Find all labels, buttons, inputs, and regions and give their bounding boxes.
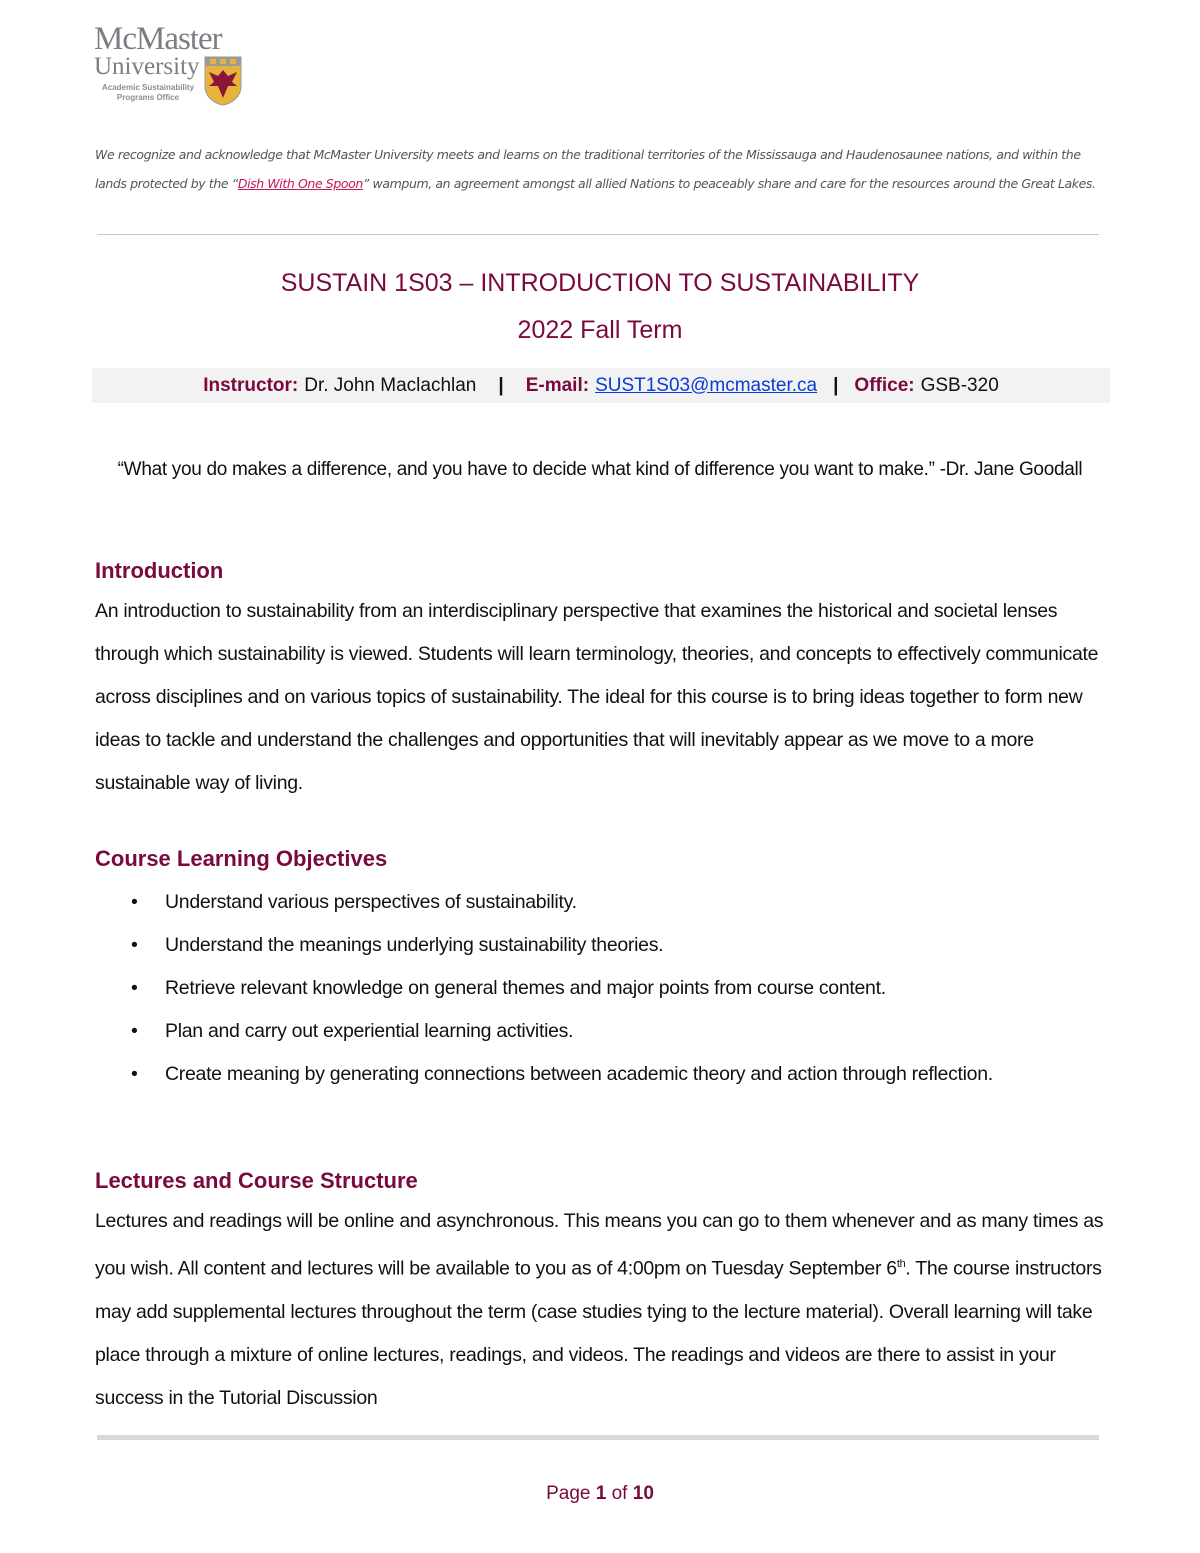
- bullet-icon: •: [131, 1063, 138, 1085]
- course-title: SUSTAIN 1S03 – INTRODUCTION TO SUSTAINABILITY: [280, 269, 920, 297]
- lectures-heading: Lectures and Course Structure: [95, 1168, 418, 1193]
- email-label: E-mail:: [525, 374, 590, 396]
- list-item: • Plan and carry out experiential learning activities.: [95, 1010, 1110, 1053]
- instructor-name: Dr. John Maclachlan: [304, 374, 477, 396]
- term-title: 2022 Fall Term: [517, 316, 683, 344]
- separator: |: [833, 374, 839, 396]
- separator: |: [498, 374, 504, 396]
- bullet-icon: •: [131, 1020, 138, 1042]
- mcmaster-logo: [94, 22, 254, 112]
- office-label: Office:: [854, 374, 915, 396]
- list-item: • Create meaning by generating connections between academic theory and action through reflection.: [95, 1053, 1110, 1096]
- bullet-icon: •: [131, 891, 138, 913]
- crest-icon: [204, 56, 242, 106]
- logo-office-text: Academic Sustainability Programs Office: [101, 83, 195, 102]
- bullet-icon: •: [131, 934, 138, 956]
- objectives-list: [95, 881, 1110, 1096]
- list-item: • Understand the meanings underlying sustainability theories.: [95, 924, 1110, 967]
- instructor-label: Instructor:: [203, 374, 299, 396]
- introduction-heading: Introduction: [95, 558, 224, 583]
- bullet-icon: •: [131, 977, 138, 999]
- dish-with-one-spoon-link[interactable]: Dish With One Spoon: [237, 176, 363, 191]
- introduction-body: An introduction to sustainability from an interdisciplinary perspective that examines the historical and societal lenses through which sustainability is viewed. Students will learn terminology, theories, and concepts to effectively communicate across disciplines and on various topics of sustainability. The ideal for this course is to bring ideas together to form new ideas to tackle and understand the challenges and opportunities that will inevitably appear as we move to a more sustainable way of living.: [95, 600, 1099, 794]
- logo-university-text: University: [94, 53, 200, 80]
- page-number: Page 1 of 10: [546, 1483, 654, 1504]
- goodall-quote: “What you do makes a difference, and you have to decide what kind of difference you want to make.” -Dr. Jane Goodall: [117, 459, 1083, 480]
- lectures-body: Lectures and readings will be online and asynchronous. This means you can go to them whenever and as many times as you wish. All content and lectures will be available to you as of 4:00pm on Tuesday September 6th. The course instructors may add supplemental lectures throughout the term (case studies tying to the lecture material). Overall learning will take place through a mixture of online lectures, readings, and videos. The readings and videos are there to assist in your success in the Tutorial Discussion: [95, 1210, 1104, 1409]
- objectives-heading: Course Learning Objectives: [95, 846, 388, 871]
- list-item: • Understand various perspectives of sustainability.: [95, 881, 1110, 924]
- footer-divider: [97, 1435, 1099, 1440]
- list-item: • Retrieve relevant knowledge on general themes and major points from course content.: [95, 967, 1110, 1010]
- office-value: GSB-320: [920, 374, 999, 396]
- instructor-info-bar: [92, 368, 1110, 403]
- land-acknowledgement: We recognize and acknowledge that McMaster University meets and learns on the traditional territories of the Mississauga and Haudenosaunee nations, and within the lands protected by the “Dish With One Spoon” wampum, an agreement amongst all allied Nations to peaceably share and care for the resources around the Great Lakes.: [95, 147, 1096, 191]
- logo-mcmaster-text: McMaster: [94, 21, 222, 57]
- email-link[interactable]: SUST1S03@mcmaster.ca: [595, 374, 818, 396]
- header-divider: [97, 234, 1099, 235]
